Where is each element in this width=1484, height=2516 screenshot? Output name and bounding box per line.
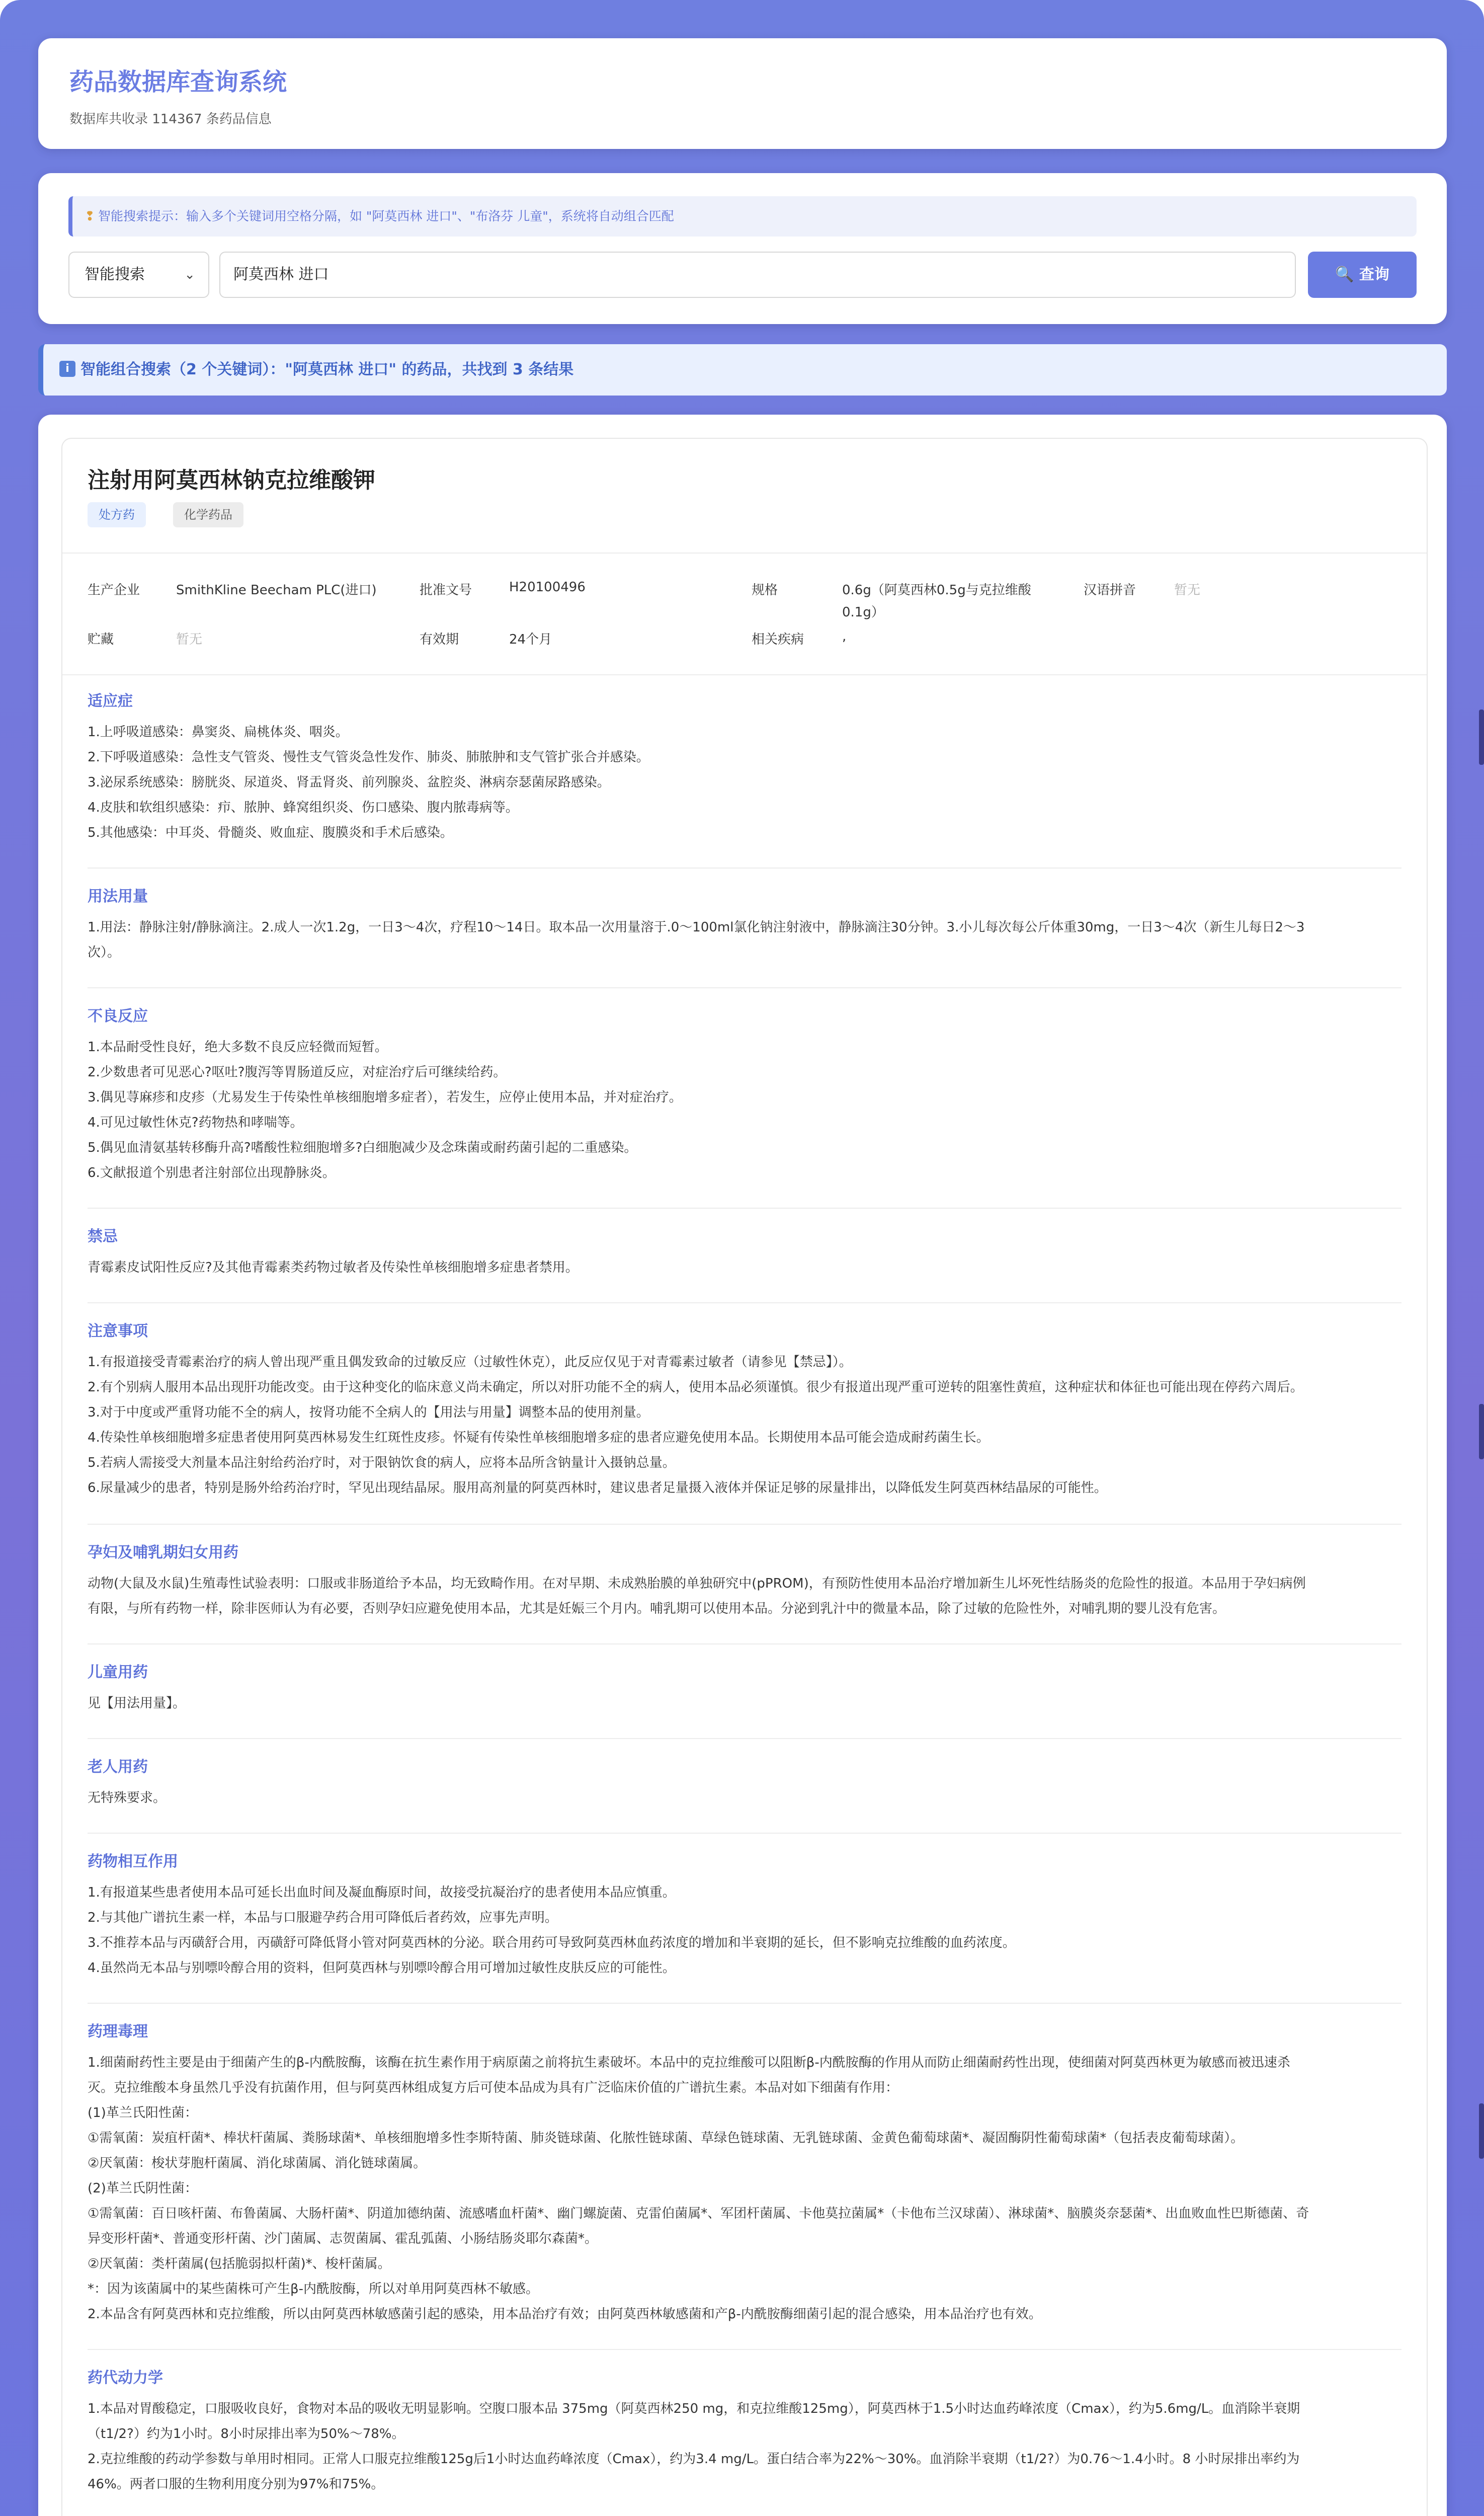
drug-info-grid	[62, 553, 1427, 675]
drug-card	[61, 438, 1428, 2516]
disease-label: 相关疾病	[752, 632, 804, 647]
section-title: 药代动力学	[88, 2369, 163, 2387]
section-title: 用法用量	[88, 888, 148, 905]
section-divider	[88, 987, 1401, 988]
result-summary-banner	[38, 344, 1447, 396]
section-line: 3.对于中度或严重肾功能不全的病人，按肾功能不全病人的【用法与用量】调整本品的使用剂量。	[88, 1405, 649, 1420]
info-icon: i	[59, 361, 75, 377]
section-line: *：因为该菌属中的某些菌株可产生β-内酰胺酶，所以对单用阿莫西林不敏感。	[88, 2282, 539, 2297]
search-panel	[38, 173, 1447, 324]
section-line: 4.皮肤和软组织感染：疖、脓肿、蜂窝组织炎、伤口感染、腹内脓毒病等。	[88, 800, 519, 815]
section-line: 1.细菌耐药性主要是由于细菌产生的β-内酰胺酶，该酶在抗生素作用于病原菌之前将抗生素破坏。本品中的克拉维酸可以阻断β-内酰胺酶的作用从而防止细菌耐药性出现，使细菌对阿莫西林更为敏感而被迅速杀	[88, 2055, 1290, 2070]
section-line: 2.少数患者可见恶心?呕吐?腹泻等胃肠道反应，对症治疗后可继续给药。	[88, 1065, 507, 1080]
section-line: 4.传染性单核细胞增多症患者使用阿莫西林易发生红斑性皮疹。怀疑有传染性单核细胞增多症的患者应避免使用本品。长期使用本品可能会造成耐药菌生长。	[88, 1430, 990, 1445]
section-line: 1.上呼吸道感染：鼻窦炎、扁桃体炎、咽炎。	[88, 725, 349, 740]
section-line: 2.与其他广谱抗生素一样，本品与口服避孕药合用可降低后者药效，应事先声明。	[88, 1910, 558, 1925]
section-line: ②厌氧菌：梭状芽胞杆菌属、消化球菌属、消化链球菌属。	[88, 2156, 427, 2171]
category-tag: 化学药品	[173, 502, 243, 527]
section-divider	[88, 1643, 1401, 1644]
prescription-tag: 处方药	[88, 502, 146, 527]
pinyin-value: 暂无	[1174, 583, 1201, 598]
disease-value: ,	[842, 629, 847, 644]
section-contraindications	[88, 1226, 1401, 1280]
section-line: ①需氧菌：百日咳杆菌、布鲁菌属、大肠杆菌*、阴道加德纳菌、流感嗜血杆菌*、幽门螺旋菌、克雷伯菌属*、军团杆菌属、卡他莫拉菌属*（卡他布兰汉球菌）、淋球菌*、脑膜炎奈瑟菌*、出血败血性巴斯德菌、奇	[88, 2206, 1309, 2221]
section-line: 1.有报道某些患者使用本品可延长出血时间及凝血酶原时间，故接受抗凝治疗的患者使用本品应慎重。	[88, 1885, 676, 1900]
pinyin-label: 汉语拼音	[1084, 583, 1136, 598]
section-divider	[88, 1738, 1401, 1739]
section-line: 6.文献报道个别患者注射部位出现静脉炎。	[88, 1165, 336, 1181]
section-line: 青霉素皮试阳性反应?及其他青霉素类药物过敏者及传染性单核细胞增多症患者禁用。	[88, 1260, 579, 1275]
search-input[interactable]: 阿莫西林 进口	[219, 252, 1296, 298]
spec-value-line2: 0.1g）	[842, 605, 884, 620]
section-divider	[88, 1833, 1401, 1834]
section-line: 1.有报道接受青霉素治疗的病人曾出现严重且偶发致命的过敏反应（过敏性休克），此反应仅见于对青霉素过敏者（请参见【禁忌】）。	[88, 1355, 852, 1370]
section-dosage	[88, 886, 1401, 965]
header-card	[38, 38, 1447, 149]
page-title: 药品数据库查询系统	[69, 68, 287, 96]
section-line: 1.用法：静脉注射/静脉滴注。2.成人一次1.2g，一日3～4次，疗程10～14日。取本品一次用量溶于.0～100ml氯化钠注射液中，静脉滴注30分钟。3.小儿每次每公斤体重30mg，一日3～4次（新生儿每日2～3	[88, 920, 1305, 935]
section-line: 3.不推荐本品与丙磺舒合用，丙磺舒可降低肾小管对阿莫西林的分泌。联合用药可导致阿莫西林血药浓度的增加和半衰期的延长，但不影响克拉维酸的血药浓度。	[88, 1935, 1016, 1950]
scroll-marker	[1479, 1404, 1484, 1459]
section-line: 灭。克拉维酸本身虽然几乎没有抗菌作用，但与阿莫西林组成复方后可使本品成为具有广泛临床价值的广谱抗生素。本品对如下细菌有作用：	[88, 2080, 899, 2095]
section-line: 无特殊要求。	[88, 1790, 167, 1805]
section-title: 药理毒理	[88, 2023, 148, 2040]
section-line: 2.克拉维酸的药动学参数与单用时相同。正常人口服克拉维酸125g后1小时达血药峰浓度（Cmax），约为3.4 mg/L。蛋白结合率为22%～30%。血消除半衰期（t1/2?）为0.76～1.4小时。8 小时尿排出率约为	[88, 2452, 1300, 2467]
section-divider	[88, 1208, 1401, 1209]
spec-value-line1: 0.6g（阿莫西林0.5g与克拉维酸	[842, 583, 1031, 598]
section-line: 见【用法用量】。	[88, 1696, 186, 1711]
section-pregnancy	[88, 1542, 1401, 1621]
section-line: 1.本品对胃酸稳定，口服吸收良好，食物对本品的吸收无明显影响。空腹口服本品 375mg（阿莫西林250 mg，和克拉维酸125mg），阿莫西林于1.5小时达血药峰浓度（Cmax），约为5.6mg/L。血消除半衰期	[88, 2401, 1300, 2416]
section-divider	[88, 2003, 1401, 2004]
section-title: 禁忌	[88, 1228, 118, 1245]
section-title: 注意事项	[88, 1322, 148, 1340]
section-indications	[88, 690, 1401, 845]
database-count: 数据库共收录 114367 条药品信息	[69, 112, 272, 127]
drug-name: 注射用阿莫西林钠克拉维酸钾	[88, 467, 375, 493]
section-adverse-reactions	[88, 1005, 1401, 1186]
section-line: 5.偶见血清氨基转移酶升高?嗜酸性粒细胞增多?白细胞减少及念珠菌或耐药菌引起的二重感染。	[88, 1140, 637, 1155]
section-title: 老人用药	[88, 1758, 148, 1776]
section-line: 1.本品耐受性良好，绝大多数不良反应轻微而短暂。	[88, 1040, 388, 1055]
manufacturer-value: SmithKline Beecham PLC(进口)	[176, 583, 377, 598]
section-line: 3.偶见荨麻疹和皮疹（尤易发生于传染性单核细胞增多症者），若发生，应停止使用本品，并对症治疗。	[88, 1090, 682, 1105]
chevron-down-icon: ⌄	[184, 267, 195, 282]
section-line: 4.虽然尚无本品与别嘌呤醇合用的资料，但阿莫西林与别嘌呤醇合用可增加过敏性皮肤反应的可能性。	[88, 1960, 676, 1976]
storage-value: 暂无	[176, 632, 203, 647]
section-divider	[88, 1524, 1401, 1525]
section-line: 次）。	[88, 945, 121, 960]
section-line: 3.泌尿系统感染：膀胱炎、尿道炎、肾盂肾炎、前列腺炎、盆腔炎、淋病奈瑟菌尿路感染。	[88, 775, 610, 790]
section-line: (2)革兰氏阴性菌：	[88, 2181, 198, 2196]
section-line: 46%。两者口服的生物利用度分别为97%和75%。	[88, 2477, 384, 2492]
section-pediatric	[88, 1662, 1401, 1716]
section-line: 5.其他感染：中耳炎、骨髓炎、败血症、腹膜炎和手术后感染。	[88, 825, 453, 840]
search-hint-text: 智能搜索提示：输入多个关键词用空格分隔，如 "阿莫西林 进口"、"布洛芬 儿童"，系统将自动组合匹配	[98, 209, 674, 223]
manufacturer-label: 生产企业	[88, 583, 140, 598]
storage-label: 贮藏	[88, 632, 114, 647]
section-line: (1)革兰氏阳性菌：	[88, 2105, 198, 2120]
section-line: 2.本品含有阿莫西林和克拉维酸，所以由阿莫西林敏感菌引起的感染，用本品治疗有效；由阿莫西林敏感菌和产β-内酰胺酶细菌引起的混合感染，用本品治疗也有效。	[88, 2307, 1042, 2322]
section-line: 4.可见过敏性休克?药物热和哮喘等。	[88, 1115, 303, 1130]
section-title: 药物相互作用	[88, 1853, 178, 1870]
section-line: 2.有个别病人服用本品出现肝功能改变。由于这种变化的临床意义尚未确定，所以对肝功能不全的病人，使用本品必须谨慎。很少有报道出现严重可逆转的阻塞性黄疸，这种症状和体征也可能出现在停药六周后。	[88, 1380, 1303, 1395]
approval-value: H20100496	[509, 580, 586, 595]
section-title: 适应症	[88, 692, 133, 710]
section-line: 动物(大鼠及水鼠)生殖毒性试验表明：口服或非肠道给予本品，均无致畸作用。在对早期、未成熟胎膜的单独研究中(pPROM)，有预防性使用本品治疗增加新生儿坏死性结肠炎的危险性的报道。本品用于孕妇病例	[88, 1576, 1306, 1591]
search-hint	[68, 196, 1417, 237]
search-mode-select[interactable]	[68, 252, 209, 298]
section-divider	[88, 1302, 1401, 1303]
validity-value: 24个月	[509, 632, 552, 647]
section-divider	[88, 2349, 1401, 2350]
section-line: 5.若病人需接受大剂量本品注射给药治疗时，对于限钠饮食的病人，应将本品所含钠量计入摄钠总量。	[88, 1455, 676, 1470]
section-pharmacology	[88, 2021, 1401, 2327]
section-title: 儿童用药	[88, 1664, 148, 1681]
section-geriatric	[88, 1756, 1401, 1811]
section-title: 不良反应	[88, 1007, 148, 1025]
scroll-marker	[1479, 710, 1484, 765]
search-mode-value: 智能搜索	[85, 266, 145, 283]
section-title: 孕妇及哺乳期妇女用药	[88, 1544, 238, 1561]
section-precautions	[88, 1320, 1401, 1501]
section-line: ②厌氧菌：类杆菌属(包括脆弱拟杆菌)*、梭杆菌属。	[88, 2256, 391, 2271]
section-line: 6.尿量减少的患者，特别是肠外给药治疗时，罕见出现结晶尿。服用高剂量的阿莫西林时，建议患者足量摄入液体并保证足够的尿量排出，以降低发生阿莫西林结晶尿的可能性。	[88, 1480, 1107, 1496]
approval-label: 批准文号	[420, 583, 472, 598]
result-summary-text: 智能组合搜索（2 个关键词）："阿莫西林 进口" 的药品，共找到 3 条结果	[80, 361, 574, 378]
scroll-marker	[1479, 2103, 1484, 2159]
section-line: 异变形杆菌*、普通变形杆菌、沙门菌属、志贺菌属、霍乱弧菌、小肠结肠炎耶尔森菌*。	[88, 2231, 598, 2246]
section-line: ①需氧菌：炭疽杆菌*、棒状杆菌属、粪肠球菌*、单核细胞增多性李斯特菌、肺炎链球菌、化脓性链球菌、草绿色链球菌、无乳链球菌、金黄色葡萄球菌*、凝固酶阴性葡萄球菌*（包括表皮葡萄球菌）。	[88, 2131, 1244, 2146]
section-divider	[88, 868, 1401, 869]
results-list	[38, 415, 1447, 2516]
search-button[interactable]: 🔍 查询	[1308, 252, 1417, 298]
section-line: 2.下呼吸道感染：急性支气管炎、慢性支气管炎急性发作、肺炎、肺脓肿和支气管扩张合并感染。	[88, 750, 649, 765]
section-pharmacokinetics	[88, 2367, 1401, 2497]
section-line: （t1/2?）约为1小时。8小时尿排出率为50%～78%。	[88, 2426, 405, 2442]
spec-label: 规格	[752, 583, 778, 598]
validity-label: 有效期	[420, 632, 459, 647]
section-interactions	[88, 1851, 1401, 1981]
lightbulb-icon: ❢	[85, 209, 95, 223]
section-line: 有限，与所有药物一样，除非医师认为有必要，否则孕妇应避免使用本品，尤其是妊娠三个月内。哺乳期可以使用本品。分泌到乳汁中的微量本品，除了过敏的危险性外，对哺乳期的婴儿没有危害。	[88, 1601, 1226, 1616]
